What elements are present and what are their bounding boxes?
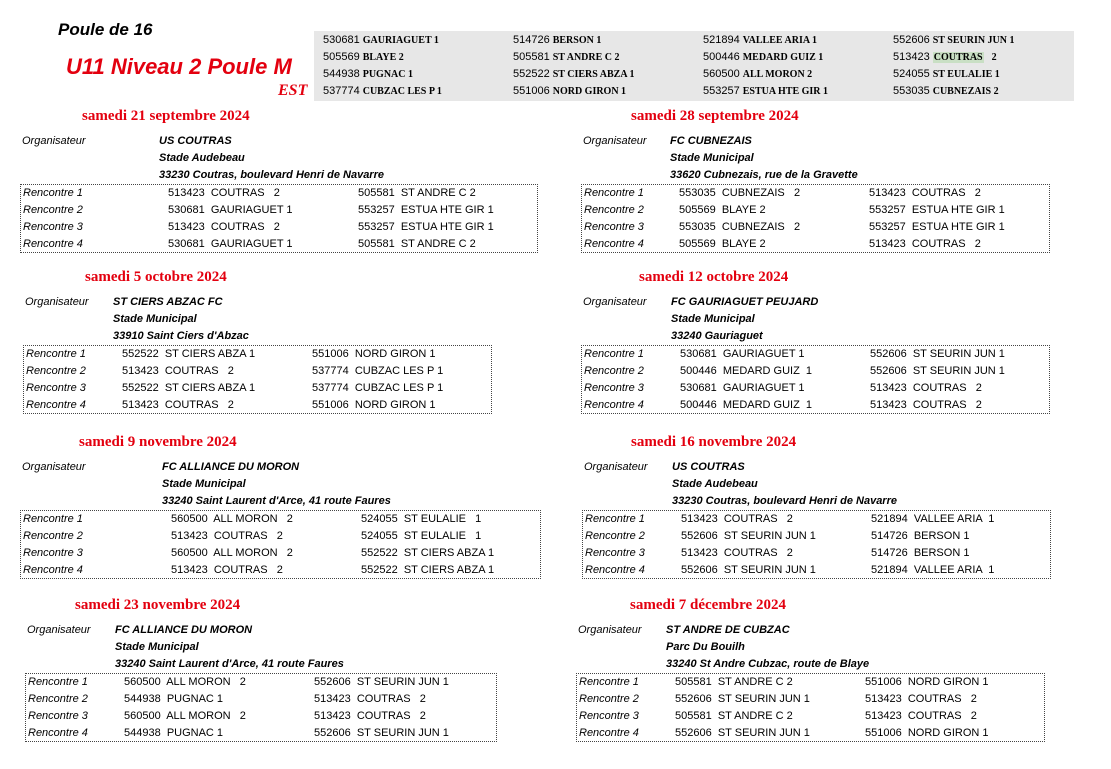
rencontre-label: Rencontre 1	[23, 187, 83, 199]
home-team: 513423 COUTRAS 2	[171, 530, 283, 542]
home-team: 553035 CUBNEZAIS 2	[679, 221, 801, 233]
match-row	[582, 380, 1049, 397]
rencontre-label: Rencontre 1	[26, 348, 86, 360]
organizer-address: 33240 Gauriaguet	[671, 330, 763, 342]
matches-table	[582, 510, 1051, 579]
away-team: 524055 ST EULALIE 1	[361, 530, 482, 542]
organizer-address: 33240 Saint Laurent d'Arce, 41 route Faures	[162, 495, 391, 507]
team-entry	[884, 83, 1074, 100]
rencontre-label: Rencontre 2	[584, 365, 644, 377]
match-row	[577, 708, 1044, 725]
home-team: 513423 COUTRAS 2	[168, 221, 280, 233]
team-name: NORD GIRON 1	[552, 86, 627, 97]
match-row	[21, 528, 540, 545]
rencontre-label: Rencontre 4	[23, 564, 83, 576]
rencontre-label: Rencontre 2	[28, 693, 88, 705]
away-team: 551006 NORD GIRON 1	[865, 676, 989, 688]
organizer-club: US COUTRAS	[159, 135, 232, 147]
rencontre-label: Rencontre 4	[584, 399, 644, 411]
away-team: 505581 ST ANDRE C 2	[358, 187, 476, 199]
match-row	[26, 691, 496, 708]
match-day-block	[25, 597, 501, 747]
team-name: ESTUA HTE GIR 1	[742, 86, 829, 97]
organisateur-label: Organisateur	[22, 461, 86, 473]
rencontre-label: Rencontre 2	[584, 204, 644, 216]
match-row	[26, 725, 496, 742]
home-team: 513423 COUTRAS 2	[122, 365, 234, 377]
away-team: 552522 ST CIERS ABZA 1	[361, 547, 495, 559]
home-team: 560500 ALL MORON 2	[171, 513, 293, 525]
rencontre-label: Rencontre 3	[584, 221, 644, 233]
team-name: ST CIERS ABZA 1	[552, 69, 635, 80]
match-row	[583, 545, 1050, 562]
organizer-club: US COUTRAS	[672, 461, 745, 473]
teams-list	[314, 31, 1074, 101]
organizer-venue: Stade Audebeau	[672, 478, 758, 490]
rencontre-label: Rencontre 3	[26, 382, 86, 394]
rencontre-label: Rencontre 4	[26, 399, 86, 411]
organizer-venue: Stade Audebeau	[159, 152, 245, 164]
match-row	[24, 380, 491, 397]
rencontre-label: Rencontre 3	[579, 710, 639, 722]
match-row	[21, 185, 537, 202]
team-entry	[884, 49, 1074, 66]
home-team: 552522 ST CIERS ABZA 1	[122, 348, 256, 360]
match-row	[583, 511, 1050, 528]
team-number: 524055	[893, 68, 930, 80]
organizer-venue: Stade Municipal	[113, 313, 197, 325]
home-team: 553035 CUBNEZAIS 2	[679, 187, 801, 199]
team-name: CUBNEZAIS 2	[932, 86, 999, 97]
away-team: 513423 COUTRAS 2	[869, 238, 981, 250]
team-name: ST ANDRE C 2	[552, 52, 620, 63]
rencontre-label: Rencontre 4	[579, 727, 639, 739]
team-entry	[504, 49, 694, 66]
away-team: 513423 COUTRAS 2	[869, 187, 981, 199]
match-row	[577, 691, 1044, 708]
team-entry	[884, 32, 1074, 49]
match-row	[582, 185, 1049, 202]
rencontre-label: Rencontre 1	[23, 513, 83, 525]
match-row	[21, 511, 540, 528]
rencontre-label: Rencontre 3	[23, 547, 83, 559]
home-team: 513423 COUTRAS 2	[122, 399, 234, 411]
matches-table	[25, 673, 497, 742]
team-name: COUTRAS	[933, 52, 983, 63]
away-team: 514726 BERSON 1	[871, 547, 970, 559]
home-team: 544938 PUGNAC 1	[124, 693, 224, 705]
home-team: 544938 PUGNAC 1	[124, 727, 224, 739]
match-row	[582, 346, 1049, 363]
home-team: 552606 ST SEURIN JUN 1	[681, 530, 816, 542]
team-number: 552522	[513, 68, 550, 80]
organisateur-label: Organisateur	[584, 461, 648, 473]
team-number: 537774	[323, 85, 360, 97]
match-row	[24, 363, 491, 380]
match-row	[577, 725, 1044, 742]
team-name: CUBZAC LES P 1	[362, 86, 442, 97]
away-team: 551006 NORD GIRON 1	[865, 727, 989, 739]
match-day-block	[582, 434, 1055, 584]
team-entry	[884, 66, 1074, 83]
match-row	[583, 562, 1050, 579]
match-row	[26, 674, 496, 691]
organizer-club: FC GAURIAGUET PEUJARD	[671, 296, 819, 308]
organisateur-label: Organisateur	[578, 624, 642, 636]
match-row	[24, 397, 491, 414]
away-team: 553257 ESTUA HTE GIR 1	[869, 204, 1005, 216]
organizer-club: FC ALLIANCE DU MORON	[162, 461, 300, 473]
match-day-date: samedi 5 octobre 2024	[85, 269, 227, 285]
match-day-block	[581, 269, 1054, 419]
team-number: 544938	[323, 68, 360, 80]
match-row	[21, 202, 537, 219]
away-team: 521894 VALLEE ARIA 1	[871, 513, 995, 525]
match-day-block	[23, 269, 496, 419]
match-day-block	[581, 108, 1054, 258]
away-team: 514726 BERSON 1	[871, 530, 970, 542]
away-team: 552606 ST SEURIN JUN 1	[314, 676, 449, 688]
home-team: 530681 GAURIAGUET 1	[680, 348, 805, 360]
team-number: 521894	[703, 34, 740, 46]
rencontre-label: Rencontre 3	[585, 547, 645, 559]
match-row	[582, 397, 1049, 414]
rencontre-label: Rencontre 2	[579, 693, 639, 705]
organizer-venue: Parc Du Bouilh	[666, 641, 745, 653]
organizer-club: FC ALLIANCE DU MORON	[115, 624, 253, 636]
rencontre-label: Rencontre 3	[28, 710, 88, 722]
team-number: 500446	[703, 51, 740, 63]
team-name: ST EULALIE 1	[932, 69, 1000, 80]
matches-table	[23, 345, 492, 414]
match-day-block	[20, 434, 545, 584]
team-number: 553257	[703, 85, 740, 97]
organizer-club: FC CUBNEZAIS	[670, 135, 752, 147]
rencontre-label: Rencontre 1	[584, 187, 644, 199]
match-row	[26, 708, 496, 725]
match-day-date: samedi 7 décembre 2024	[630, 597, 786, 613]
team-entry	[314, 49, 504, 66]
home-team: 513423 COUTRAS 2	[681, 547, 793, 559]
match-row	[582, 219, 1049, 236]
match-row	[21, 562, 540, 579]
region-label: EST	[278, 82, 308, 99]
match-row	[582, 236, 1049, 253]
match-row	[24, 346, 491, 363]
organizer-address: 33240 St Andre Cubzac, route de Blaye	[666, 658, 870, 670]
team-name: ALL MORON 2	[742, 69, 813, 80]
team-entry	[314, 66, 504, 83]
match-day-date: samedi 23 novembre 2024	[75, 597, 241, 613]
organisateur-label: Organisateur	[583, 135, 647, 147]
team-number: 530681	[323, 34, 360, 46]
home-team: 560500 ALL MORON 2	[124, 676, 246, 688]
organizer-venue: Stade Municipal	[162, 478, 246, 490]
home-team: 505581 ST ANDRE C 2	[675, 710, 793, 722]
team-name: MEDARD GUIZ 1	[742, 52, 824, 63]
away-team: 552606 ST SEURIN JUN 1	[870, 365, 1005, 377]
matches-table	[20, 510, 541, 579]
rencontre-label: Rencontre 3	[23, 221, 83, 233]
team-entry	[504, 66, 694, 83]
away-team: 505581 ST ANDRE C 2	[358, 238, 476, 250]
team-entry	[694, 66, 884, 83]
matches-table	[581, 184, 1050, 253]
away-team: 553257 ESTUA HTE GIR 1	[869, 221, 1005, 233]
rencontre-label: Rencontre 2	[26, 365, 86, 377]
home-team: 530681 GAURIAGUET 1	[168, 238, 293, 250]
organizer-venue: Stade Municipal	[115, 641, 199, 653]
match-row	[21, 236, 537, 253]
away-team: 552606 ST SEURIN JUN 1	[870, 348, 1005, 360]
organizer-address: 33230 Coutras, boulevard Henri de Navarre	[159, 169, 384, 181]
away-team: 552606 ST SEURIN JUN 1	[314, 727, 449, 739]
match-day-date: samedi 28 septembre 2024	[631, 108, 799, 124]
home-team: 500446 MEDARD GUIZ 1	[680, 365, 813, 377]
away-team: 513423 COUTRAS 2	[865, 693, 977, 705]
away-team: 513423 COUTRAS 2	[870, 382, 982, 394]
home-team: 513423 COUTRAS 2	[681, 513, 793, 525]
organisateur-label: Organisateur	[22, 135, 86, 147]
away-team: 513423 COUTRAS 2	[314, 710, 426, 722]
organizer-address: 33910 Saint Ciers d'Abzac	[113, 330, 249, 342]
match-row	[21, 219, 537, 236]
match-day-block	[576, 597, 1049, 747]
home-team: 560500 ALL MORON 2	[171, 547, 293, 559]
rencontre-label: Rencontre 1	[579, 676, 639, 688]
team-number: 553035	[893, 85, 930, 97]
team-entry	[314, 32, 504, 49]
away-team: 513423 COUTRAS 2	[314, 693, 426, 705]
page-title: U11 Niveau 2 Poule M	[66, 54, 292, 79]
home-team: 560500 ALL MORON 2	[124, 710, 246, 722]
team-entry	[694, 32, 884, 49]
organizer-venue: Stade Municipal	[670, 152, 754, 164]
home-team: 552522 ST CIERS ABZA 1	[122, 382, 256, 394]
rencontre-label: Rencontre 1	[585, 513, 645, 525]
rencontre-label: Rencontre 3	[584, 382, 644, 394]
matches-table	[581, 345, 1050, 414]
away-team: 513423 COUTRAS 2	[870, 399, 982, 411]
team-entry	[504, 32, 694, 49]
match-row	[582, 363, 1049, 380]
match-row	[577, 674, 1044, 691]
away-team: 553257 ESTUA HTE GIR 1	[358, 221, 494, 233]
organisateur-label: Organisateur	[27, 624, 91, 636]
away-team: 553257 ESTUA HTE GIR 1	[358, 204, 494, 216]
rencontre-label: Rencontre 1	[584, 348, 644, 360]
matches-table	[576, 673, 1045, 742]
away-team: 552522 ST CIERS ABZA 1	[361, 564, 495, 576]
team-entry	[504, 83, 694, 100]
organizer-address: 33240 Saint Laurent d'Arce, 41 route Faures	[115, 658, 344, 670]
rencontre-label: Rencontre 2	[23, 530, 83, 542]
team-entry	[694, 49, 884, 66]
away-team: 537774 CUBZAC LES P 1	[312, 365, 444, 377]
rencontre-label: Rencontre 4	[28, 727, 88, 739]
home-team: 500446 MEDARD GUIZ 1	[680, 399, 813, 411]
team-name: PUGNAC 1	[362, 69, 413, 80]
match-day-block	[20, 108, 542, 258]
team-number: 513423	[893, 51, 930, 63]
rencontre-label: Rencontre 1	[28, 676, 88, 688]
match-day-date: samedi 12 octobre 2024	[639, 269, 789, 285]
rencontre-label: Rencontre 4	[584, 238, 644, 250]
match-day-date: samedi 9 novembre 2024	[79, 434, 237, 450]
home-team: 505581 ST ANDRE C 2	[675, 676, 793, 688]
organizer-club: ST ANDRE DE CUBZAC	[666, 624, 790, 636]
team-suffix: 2	[986, 52, 997, 63]
away-team: 537774 CUBZAC LES P 1	[312, 382, 444, 394]
home-team: 505569 BLAYE 2	[679, 238, 766, 250]
away-team: 551006 NORD GIRON 1	[312, 348, 436, 360]
team-name: BLAYE 2	[362, 52, 404, 63]
poule-label: Poule de 16	[58, 20, 153, 39]
rencontre-label: Rencontre 2	[23, 204, 83, 216]
rencontre-label: Rencontre 4	[23, 238, 83, 250]
match-day-date: samedi 21 septembre 2024	[82, 108, 250, 124]
rencontre-label: Rencontre 2	[585, 530, 645, 542]
team-name: GAURIAGUET 1	[362, 35, 439, 46]
team-number: 552606	[893, 34, 930, 46]
team-number: 560500	[703, 68, 740, 80]
home-team: 513423 COUTRAS 2	[168, 187, 280, 199]
match-row	[21, 545, 540, 562]
home-team: 505569 BLAYE 2	[679, 204, 766, 216]
home-team: 530681 GAURIAGUET 1	[168, 204, 293, 216]
organizer-address: 33230 Coutras, boulevard Henri de Navarre	[672, 495, 897, 507]
team-entry	[314, 83, 504, 100]
organizer-address: 33620 Cubnezais, rue de la Gravette	[670, 169, 858, 181]
organisateur-label: Organisateur	[25, 296, 89, 308]
away-team: 521894 VALLEE ARIA 1	[871, 564, 995, 576]
team-number: 505569	[323, 51, 360, 63]
home-team: 530681 GAURIAGUET 1	[680, 382, 805, 394]
match-row	[582, 202, 1049, 219]
home-team: 513423 COUTRAS 2	[171, 564, 283, 576]
team-number: 514726	[513, 34, 550, 46]
team-number: 551006	[513, 85, 550, 97]
home-team: 552606 ST SEURIN JUN 1	[675, 727, 810, 739]
team-number: 505581	[513, 51, 550, 63]
away-team: 551006 NORD GIRON 1	[312, 399, 436, 411]
organizer-club: ST CIERS ABZAC FC	[113, 296, 223, 308]
home-team: 552606 ST SEURIN JUN 1	[681, 564, 816, 576]
team-entry	[694, 83, 884, 100]
team-name: VALLEE ARIA 1	[742, 35, 818, 46]
organisateur-label: Organisateur	[583, 296, 647, 308]
home-team: 552606 ST SEURIN JUN 1	[675, 693, 810, 705]
organizer-venue: Stade Municipal	[671, 313, 755, 325]
matches-table	[20, 184, 538, 253]
match-row	[583, 528, 1050, 545]
match-day-date: samedi 16 novembre 2024	[631, 434, 797, 450]
team-name: ST SEURIN JUN 1	[932, 35, 1015, 46]
away-team: 513423 COUTRAS 2	[865, 710, 977, 722]
rencontre-label: Rencontre 4	[585, 564, 645, 576]
team-name: BERSON 1	[552, 35, 602, 46]
away-team: 524055 ST EULALIE 1	[361, 513, 482, 525]
